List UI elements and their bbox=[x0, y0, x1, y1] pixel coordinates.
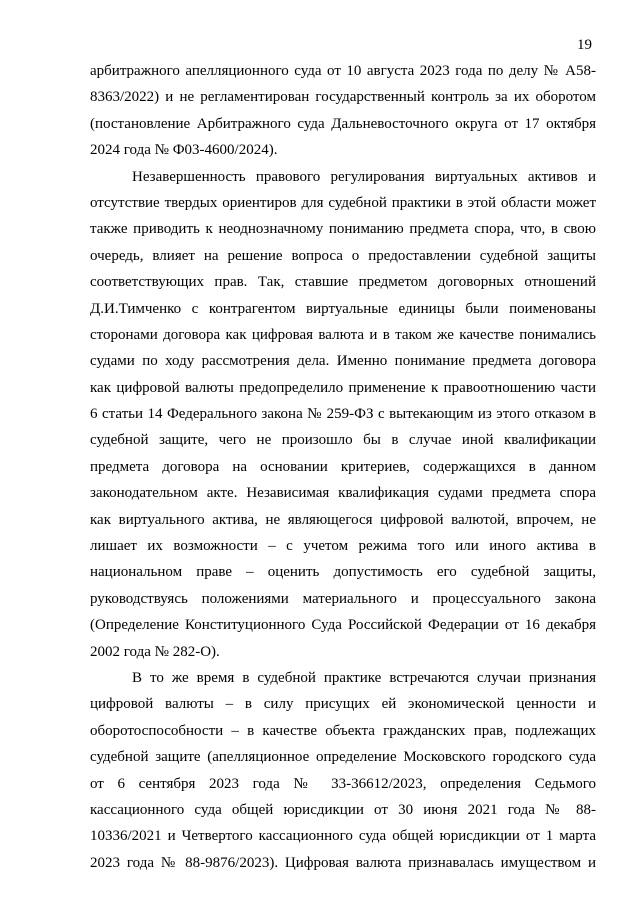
text-line: кассационного суда общей юрисдикции от 30 июня 2021 года № 88- bbox=[90, 801, 596, 818]
text-line: Д.И.Тимченко с контрагентом виртуальные единицы были поименованы bbox=[90, 300, 596, 317]
text-line: 2023 года № 88-9876/2023). Цифровая валюта признавалась имуществом и bbox=[90, 854, 596, 871]
text-line: 2024 года № Ф03-4600/2024). bbox=[90, 142, 278, 159]
text-line: законодательном акте. Независимая квалификация судами предмета спора bbox=[90, 485, 596, 502]
text-line: от 6 сентября 2023 года № 33-36612/2023, определения Седьмого bbox=[90, 775, 596, 792]
document-body bbox=[90, 58, 596, 876]
text-line: как цифровой валюты предопределило применение к правоотношению части bbox=[90, 379, 596, 396]
text-line: лишает их возможности – с учетом режима того или иного актива в bbox=[90, 538, 596, 555]
text-line: судами по ходу рассмотрения дела. Именно понимание предмета договора bbox=[90, 353, 596, 370]
text-line: соответствующих прав. Так, ставшие предметом договорных отношений bbox=[90, 274, 596, 291]
text-line: 8363/2022) и не регламентирован государственный контроль за их оборотом bbox=[90, 89, 596, 106]
text-line: судебной защите, чего не произошло бы в случае иной квалификации bbox=[90, 432, 596, 449]
text-line: отсутствие твердых ориентиров для судебной практики в этой области может bbox=[90, 194, 596, 211]
paragraph bbox=[90, 164, 596, 665]
paragraph bbox=[90, 665, 596, 876]
text-line: национальном праве – оценить допустимость его судебной защиты, bbox=[90, 564, 596, 581]
text-line: Незавершенность правового регулирования виртуальных активов и bbox=[132, 168, 596, 185]
text-line: сторонами договора как цифровая валюта и в таком же качестве понимались bbox=[90, 326, 596, 343]
text-line: также приводить к неоднозначному пониманию предмета спора, что, в свою bbox=[90, 221, 596, 238]
text-line: арбитражного апелляционного суда от 10 августа 2023 года по делу № А58- bbox=[90, 63, 596, 79]
text-line: очередь, влияет на решение вопроса о предоставлении судебной защиты bbox=[90, 247, 596, 264]
paragraph bbox=[90, 58, 596, 164]
text-line: оборотоспособности – в качестве объекта гражданских прав, подлежащих bbox=[90, 722, 596, 739]
text-line: (Определение Конституционного Суда Российской Федерации от 16 декабря bbox=[90, 617, 596, 634]
text-line: предмета договора на основании критериев, содержащихся в данном bbox=[90, 458, 596, 475]
text-line: руководствуясь положениями материального и процессуального закона bbox=[90, 590, 596, 607]
text-line: В то же время в судебной практике встречаются случаи признания bbox=[132, 669, 596, 686]
text-line: цифровой валюты – в силу присущих ей экономической ценности и bbox=[90, 696, 596, 713]
text-line: судебной защите (апелляционное определение Московского городского суда bbox=[90, 749, 596, 766]
text-line: 2002 года № 282-О). bbox=[90, 643, 220, 660]
page-number: 19 bbox=[577, 37, 592, 53]
text-line: (постановление Арбитражного суда Дальневосточного округа от 17 октября bbox=[90, 115, 596, 132]
text-line: как виртуального актива, не являющегося цифровой валютой, впрочем, не bbox=[90, 511, 596, 528]
text-line: 6 статьи 14 Федерального закона № 259-ФЗ с вытекающим из этого отказом в bbox=[90, 406, 596, 423]
text-line: 10336/2021 и Четвертого кассационного суда общей юрисдикции от 1 марта bbox=[90, 828, 596, 845]
